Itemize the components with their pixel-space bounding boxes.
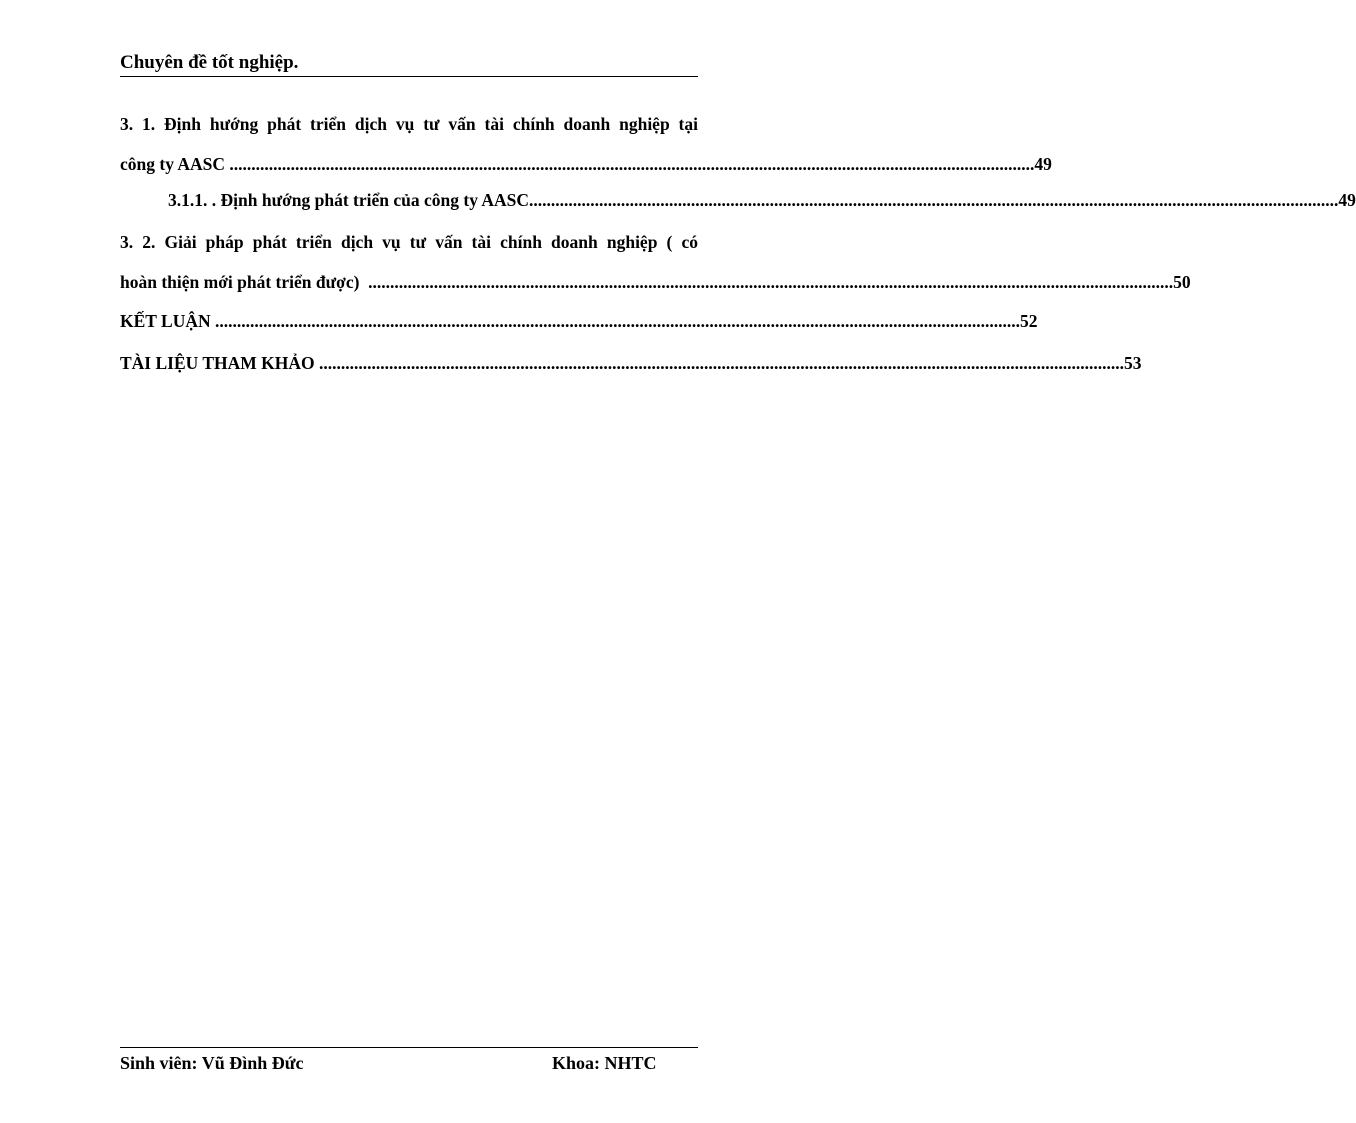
- toc-entry-3-1-line-2: [120, 144, 1052, 184]
- page-footer: [120, 1047, 698, 1073]
- toc-entry-ket-luan: [120, 301, 1038, 341]
- toc-entry-tai-lieu-text: TÀI LIỆU THAM KHẢO: [120, 353, 320, 373]
- toc-leader-dots: ........................................................................................................................................................................................: [368, 272, 1174, 292]
- toc-entry-3-1: [120, 104, 1052, 184]
- toc-entry-tai-lieu-page: 53: [1124, 353, 1142, 373]
- toc-leader-dots: ........................................................................................................................................................................................: [229, 154, 1035, 174]
- footer-student: Sinh viên: Vũ Đình Đức: [120, 1053, 304, 1073]
- toc-entry-tai-lieu: [120, 343, 1142, 383]
- toc-entry-3-1-1: [168, 180, 1356, 220]
- toc-entry-ket-luan-line: [120, 301, 1038, 341]
- toc-entry-3-1-text: công ty AASC: [120, 154, 230, 174]
- toc-leader-dots: ........................................................................................................................................................................................: [533, 190, 1339, 210]
- toc-entry-tai-lieu-line: [120, 343, 1142, 383]
- toc-entry-ket-luan-page: 52: [1019, 311, 1038, 331]
- header-title: Chuyên đề tốt nghiệp.: [120, 52, 299, 73]
- toc-entry-3-1-1-page: 49: [1338, 190, 1356, 210]
- toc-entry-3-2-line-2: [120, 262, 1191, 302]
- toc-entry-3-1-page: 49: [1034, 154, 1052, 174]
- toc-entry-ket-luan-text: KẾT LUẬN: [120, 311, 215, 331]
- toc-entry-3-2-text: hoàn thiện mới phát triển được): [120, 272, 369, 292]
- toc-leader-dots: ........................................................................................................................................................................................: [214, 311, 1020, 331]
- toc-leader-dots: ........................................................................................................................................................................................: [319, 353, 1125, 373]
- footer-faculty: Khoa: NHTC: [552, 1053, 657, 1073]
- toc-entry-3-1-1-text: 3.1.1. . Định hướng phát triển của công ty AASC.: [168, 190, 534, 210]
- page-header: [120, 52, 698, 77]
- toc-entry-3-2-page: 50: [1173, 272, 1191, 292]
- toc-entry-3-2-line-1: 3. 2. Giải pháp phát triển dịch vụ tư vấn tài chính doanh nghiệp ( có: [120, 232, 698, 252]
- toc-entry-3-2: [120, 222, 1191, 302]
- toc-entry-3-1-line-1: 3. 1. Định hướng phát triển dịch vụ tư vấn tài chính doanh nghiệp tại: [120, 114, 698, 134]
- toc-entry-3-1-1-line: [168, 180, 1356, 220]
